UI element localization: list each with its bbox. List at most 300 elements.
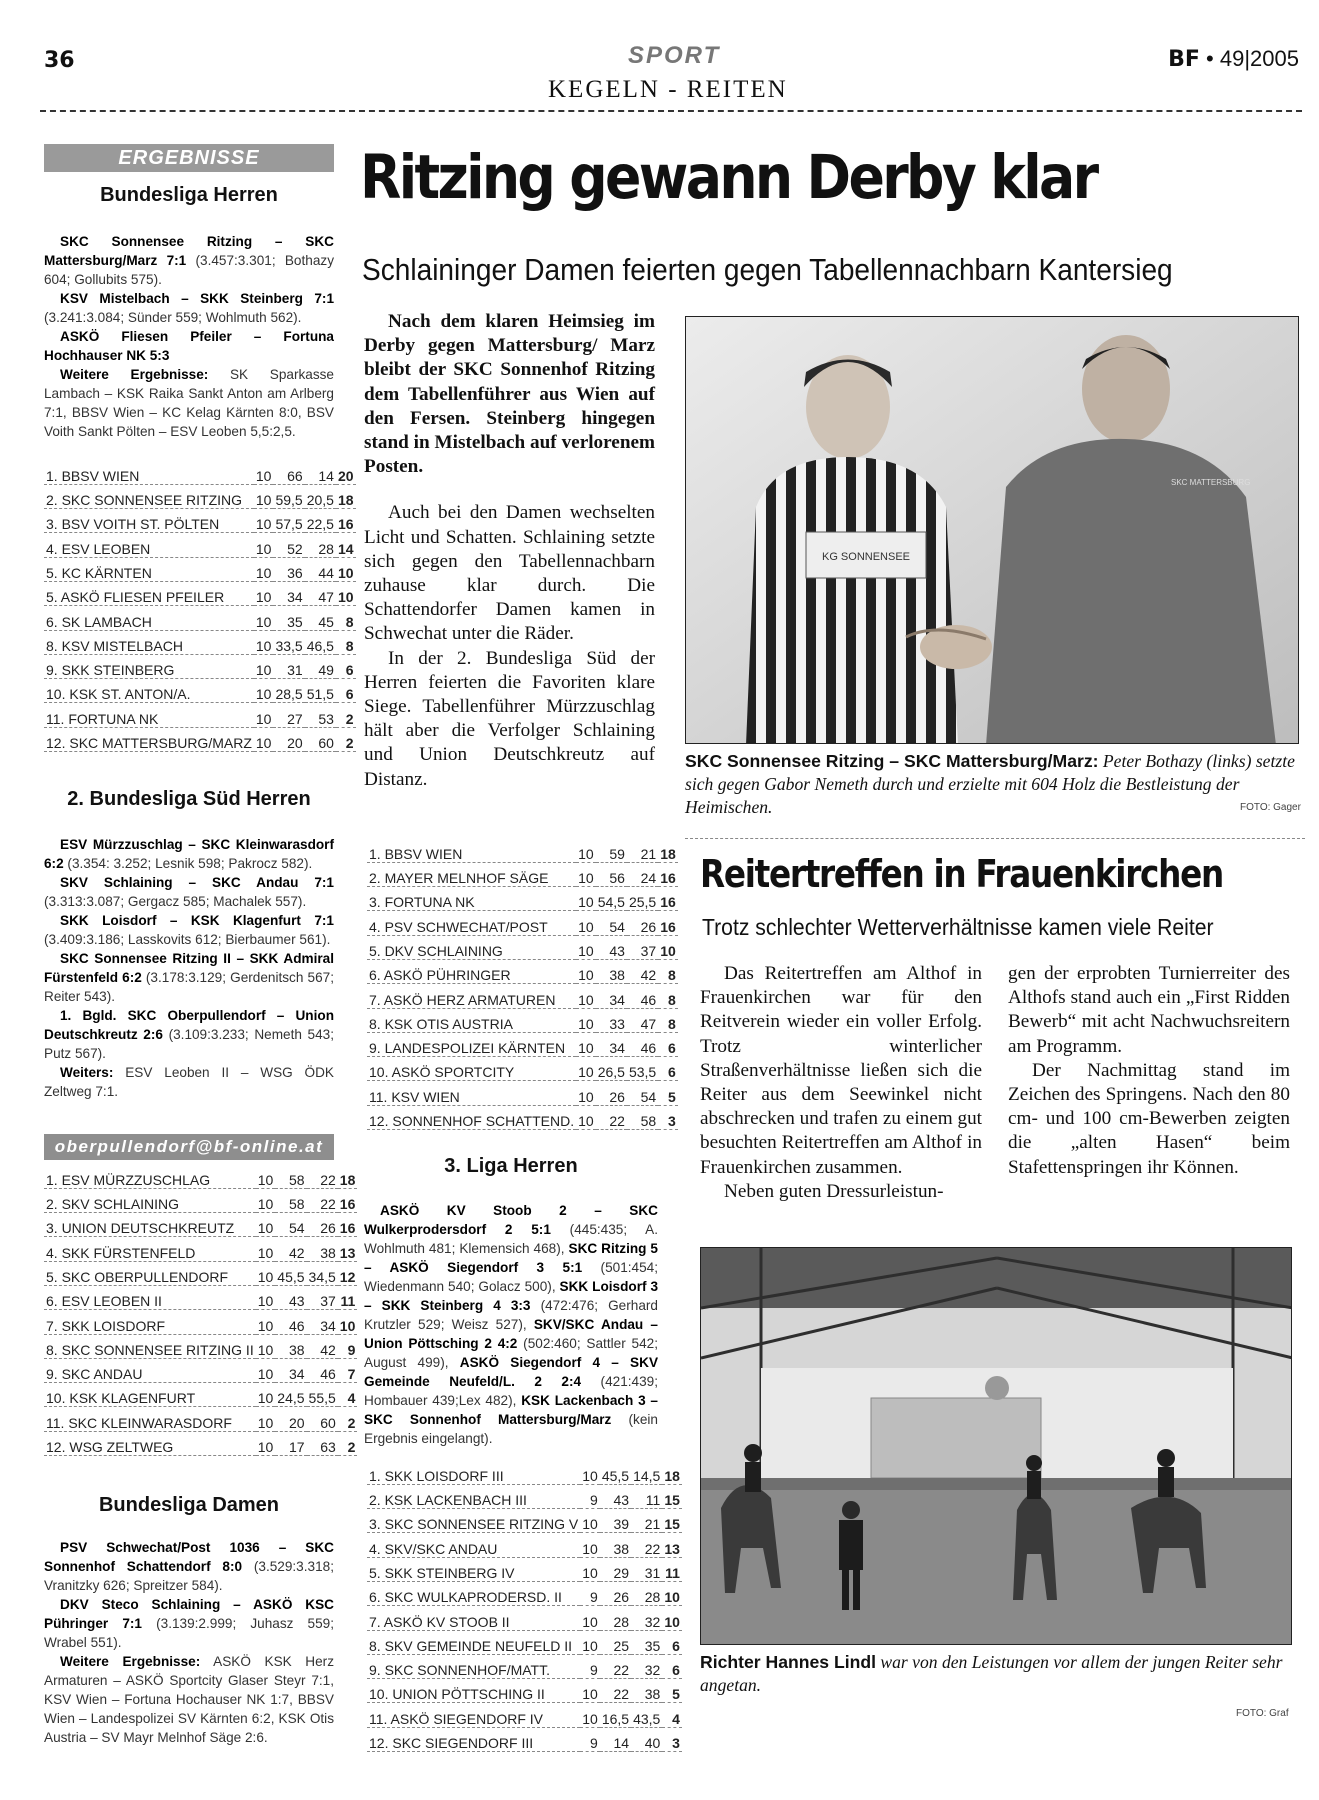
games: 9 xyxy=(580,1581,600,1605)
won: 33 xyxy=(596,1008,627,1032)
result-details: (3.409:3.186; Lasskovits 612; Bierbaumer 561). xyxy=(44,932,331,947)
team-name: 10. KSK KLAGENFURT xyxy=(44,1383,256,1407)
team-name: 5. SKC OBERPULLENDORF xyxy=(44,1261,256,1285)
points: 3 xyxy=(658,1105,678,1129)
games: 10 xyxy=(256,1261,276,1285)
result-details: (472:476; Gerhard Krutzler 529; Weisz 527), xyxy=(364,1298,658,1332)
result-entry xyxy=(44,327,334,365)
table-row xyxy=(367,1105,678,1129)
team-name: 2. SKV SCHLAINING xyxy=(44,1188,256,1212)
table-row xyxy=(44,606,356,630)
result-entry xyxy=(44,835,334,873)
table-row xyxy=(367,887,678,911)
team-name: 8. KSV MISTELBACH xyxy=(44,630,254,654)
table-row xyxy=(367,1057,678,1081)
damen-title: Bundesliga Damen xyxy=(98,1494,280,1516)
team-name: 9. SKC ANDAU xyxy=(44,1358,256,1382)
table-row xyxy=(367,1703,682,1727)
points: 8 xyxy=(336,606,356,630)
points: 13 xyxy=(338,1237,358,1261)
games: 10 xyxy=(576,911,596,935)
points: 8 xyxy=(658,959,678,983)
result-details: (3.457:3.301; Bothazy 604; Gollubits 575). xyxy=(44,253,334,287)
points: 11 xyxy=(338,1285,358,1309)
points: 15 xyxy=(662,1509,682,1533)
lost: 31 xyxy=(631,1557,662,1581)
games: 10 xyxy=(580,1557,600,1581)
table-row xyxy=(367,1630,682,1654)
lost: 46 xyxy=(627,984,658,1008)
games: 10 xyxy=(576,935,596,959)
result-details: ASKÖ KSK Herz Armaturen – ASKÖ Sportcity Glaser Steyr 7:1, KSV Wien – Fortuna Hochauser NK 1:7, BBSV Wien – Landespolizei SV Kärnten 6:2, KSK Otis Austria – SV Mayr Melnhof Säge 2:6. xyxy=(44,1654,334,1745)
reiter-paragraph: Neben guten Dressurleistun- xyxy=(724,1180,944,1202)
won: 46 xyxy=(275,1310,306,1334)
points: 10 xyxy=(662,1581,682,1605)
lost: 26 xyxy=(627,911,658,935)
games: 10 xyxy=(580,1606,600,1630)
lost: 35 xyxy=(631,1630,662,1654)
table-row xyxy=(367,911,678,935)
games: 10 xyxy=(254,484,274,508)
team-name: 5. ASKÖ FLIESEN PFEILER xyxy=(44,581,254,605)
reiter-paragraph: gen der erprobten Turnierreiter des Althofs stand auch ein „First Ridden Bewerb“ mit acht Nachwuchsreitern am Programm. xyxy=(1008,963,1290,1057)
photo-caption-bold: SKC Sonnensee Ritzing – SKC Mattersburg/Marz: xyxy=(685,751,1099,771)
team-name: 4. PSV SCHWECHAT/POST xyxy=(367,911,576,935)
team-name: 7. ASKÖ KV STOOB II xyxy=(367,1606,580,1630)
table-row xyxy=(367,935,678,959)
team-name: 9. SKC SONNENHOF/MATT. xyxy=(367,1654,580,1678)
points: 16 xyxy=(338,1188,358,1212)
points: 16 xyxy=(658,911,678,935)
lost: 60 xyxy=(305,727,336,751)
damen-results xyxy=(44,1538,334,1747)
points: 10 xyxy=(336,557,356,581)
points: 6 xyxy=(662,1654,682,1678)
lost: 53,5 xyxy=(627,1057,658,1081)
result-details: (421:439; Hombauer 439;Lex 482), xyxy=(364,1374,658,1408)
games: 10 xyxy=(254,581,274,605)
sued-title: 2. Bundesliga Süd Herren xyxy=(67,788,311,810)
games: 10 xyxy=(254,679,274,703)
result-teams: SKV Schlaining – SKC Andau 7:1 xyxy=(60,875,334,890)
games: 10 xyxy=(254,460,274,484)
team-name: 7. ASKÖ HERZ ARMATUREN xyxy=(367,984,576,1008)
won: 66 xyxy=(273,460,304,484)
result-teams: Weitere Ergebnisse: xyxy=(60,367,209,382)
result-teams: KSV Mistelbach – SKK Steinberg 7:1 xyxy=(60,291,334,306)
games: 10 xyxy=(580,1703,600,1727)
team-name: 5. KC KÄRNTEN xyxy=(44,557,254,581)
liga3-results xyxy=(364,1201,658,1448)
lost: 46 xyxy=(627,1032,658,1056)
lost: 22 xyxy=(631,1533,662,1557)
points: 4 xyxy=(338,1383,358,1407)
herren-results xyxy=(44,232,334,441)
team-name: 2. MAYER MELNHOF SÄGE xyxy=(367,862,576,886)
points: 6 xyxy=(662,1630,682,1654)
result-details: SK Sparkasse Lambach – KSK Raika Sankt Anton am Arlberg 7:1, BBSV Wien – KC Kelag Kärnten 8:0, BSV Voith Sankt Pölten – ESV Leoben 5,5:2,5. xyxy=(44,367,334,439)
games: 10 xyxy=(580,1679,600,1703)
team-name: 1. ESV MÜRZZUSCHLAG xyxy=(44,1164,256,1188)
points: 15 xyxy=(662,1484,682,1508)
liga3-standings xyxy=(367,1460,682,1752)
table-row xyxy=(44,1285,357,1309)
table-row xyxy=(367,1509,682,1533)
team-name: 4. SKV/SKC ANDAU xyxy=(367,1533,580,1557)
lost: 46,5 xyxy=(305,630,336,654)
sued-standings xyxy=(44,1164,357,1456)
table-row xyxy=(44,1431,357,1455)
table-row xyxy=(44,703,356,727)
games: 10 xyxy=(580,1533,600,1557)
games: 10 xyxy=(576,838,596,862)
result-entry xyxy=(44,365,334,441)
reiter-paragraph: Das Reitertreffen am Althof in Frauenkirchen war für den Reitverein wieder ein voller Erfolg. Trotz winterlicher Straßenverhältnisse ließen sich die Reiter aus dem Seewinkel nicht abschrecken und trafen zu einem gut besuchten Reitertreffen am Althof in Frauenkirchen zusammen. xyxy=(700,963,982,1178)
photo-caption xyxy=(685,750,1297,819)
points: 10 xyxy=(338,1310,358,1334)
handshake-illustration xyxy=(686,317,1299,744)
games: 10 xyxy=(256,1407,276,1431)
lost: 21 xyxy=(631,1509,662,1533)
games: 10 xyxy=(256,1188,276,1212)
result-details: (3.139:2.999; Juhasz 559; Wrabel 551). xyxy=(44,1616,335,1650)
points: 2 xyxy=(338,1431,358,1455)
table-row xyxy=(367,1727,682,1751)
table-row xyxy=(44,581,356,605)
won: 27 xyxy=(273,703,304,727)
points: 16 xyxy=(658,887,678,911)
table-row xyxy=(44,1188,357,1212)
article-headline: Ritzing gewann Derby klar xyxy=(360,142,1097,213)
games: 10 xyxy=(256,1383,276,1407)
games: 10 xyxy=(576,887,596,911)
email-bar[interactable]: oberpullendorf@bf-online.at xyxy=(44,1134,334,1160)
table-row xyxy=(367,984,678,1008)
games: 10 xyxy=(256,1334,276,1358)
points: 6 xyxy=(658,1032,678,1056)
result-teams: SKV/SKC Andau – Union Pöttsching 2 4:2 xyxy=(364,1317,658,1351)
won: 43 xyxy=(596,935,627,959)
points: 8 xyxy=(658,1008,678,1032)
games: 10 xyxy=(254,533,274,557)
team-name: 8. SKV GEMEINDE NEUFELD II xyxy=(367,1630,580,1654)
won: 58 xyxy=(275,1188,306,1212)
won: 58 xyxy=(275,1164,306,1188)
result-teams: Weitere Ergebnisse: xyxy=(60,1654,201,1669)
lost: 55,5 xyxy=(307,1383,338,1407)
team-name: 6. SK LAMBACH xyxy=(44,606,254,630)
table-row xyxy=(44,1334,357,1358)
won: 24,5 xyxy=(275,1383,306,1407)
table-row xyxy=(44,630,356,654)
team-name: 4. ESV LEOBEN xyxy=(44,533,254,557)
result-details: (3.529:3.318; Vranitzky 626; Spreitzer 584). xyxy=(44,1559,334,1593)
won: 34 xyxy=(273,581,304,605)
won: 34 xyxy=(596,1032,627,1056)
points: 14 xyxy=(336,533,356,557)
lost: 14 xyxy=(305,460,336,484)
points: 16 xyxy=(336,509,356,533)
table-row xyxy=(367,1557,682,1581)
result-teams: PSV Schwechat/Post 1036 – SKC Sonnenhof Schattendorf 8:0 xyxy=(44,1540,334,1574)
issue-number: 49|2005 xyxy=(1219,46,1299,71)
lost: 38 xyxy=(307,1237,338,1261)
result-entry xyxy=(44,289,334,327)
points: 12 xyxy=(338,1261,358,1285)
lost: 11 xyxy=(631,1484,662,1508)
games: 10 xyxy=(576,1032,596,1056)
games: 10 xyxy=(256,1237,276,1261)
lost: 22 xyxy=(307,1164,338,1188)
won: 28,5 xyxy=(273,679,304,703)
lost: 47 xyxy=(627,1008,658,1032)
results-label: ERGEBNISSE xyxy=(44,144,334,172)
won: 22 xyxy=(596,1105,627,1129)
games: 10 xyxy=(576,1081,596,1105)
table-row xyxy=(44,533,356,557)
result-teams: SKC Ritzing 5 – ASKÖ Siegendorf 3 5:1 xyxy=(364,1241,658,1275)
won: 28 xyxy=(600,1606,631,1630)
lost: 42 xyxy=(627,959,658,983)
table-row xyxy=(44,460,356,484)
points: 10 xyxy=(662,1606,682,1630)
games: 10 xyxy=(576,1105,596,1129)
reiter-paragraph: Der Nachmittag stand im Zeichen des Springens. Nach den 80 cm- und 100 cm-Bewerben zeigten die „alten Hasen“ beim Stafettenspringen ihr Können. xyxy=(1008,1059,1290,1178)
lost: 32 xyxy=(631,1654,662,1678)
article-subheadline: Schlaininger Damen feierten gegen Tabellennachbarn Kantersieg xyxy=(362,253,1173,287)
won: 59 xyxy=(596,838,627,862)
games: 10 xyxy=(580,1630,600,1654)
lost: 47 xyxy=(305,581,336,605)
points: 4 xyxy=(662,1703,682,1727)
reiter-col2 xyxy=(1008,962,1290,1180)
games: 10 xyxy=(576,984,596,1008)
article-lead: Nach dem klaren Heimsieg im Derby gegen Mattersburg/ Marz bleibt der SKC Sonnenhof Ritzing dem Tabellenführer aus Wien auf den Fersen. Steinberg hingegen stand in Mistelbach auf verlorenem Posten. xyxy=(364,311,655,478)
won: 16,5 xyxy=(600,1703,631,1727)
result-entry xyxy=(44,1063,334,1101)
won: 45,5 xyxy=(275,1261,306,1285)
won: 54,5 xyxy=(596,887,627,911)
team-name: 10. ASKÖ SPORTCITY xyxy=(367,1057,576,1081)
lost: 63 xyxy=(307,1431,338,1455)
won: 38 xyxy=(596,959,627,983)
result-teams: Weiters: xyxy=(60,1065,114,1080)
lost: 21 xyxy=(627,838,658,862)
table-row xyxy=(44,1213,357,1237)
lost: 51,5 xyxy=(305,679,336,703)
result-entry xyxy=(44,873,334,911)
table-row xyxy=(367,1460,682,1484)
lost: 44 xyxy=(305,557,336,581)
lost: 42 xyxy=(307,1334,338,1358)
result-teams: DKV Steco Schlaining – ASKÖ KSC Pühringer 7:1 xyxy=(44,1597,334,1631)
points: 18 xyxy=(338,1164,358,1188)
table-row xyxy=(367,1008,678,1032)
team-name: 9. LANDESPOLIZEI KÄRNTEN xyxy=(367,1032,576,1056)
team-name: 1. SKK LOISDORF III xyxy=(367,1460,580,1484)
team-name: 7. SKK LOISDORF xyxy=(44,1310,256,1334)
won: 43 xyxy=(275,1285,306,1309)
games: 9 xyxy=(580,1654,600,1678)
table-row xyxy=(44,1383,357,1407)
reiter-headline: Reitertreffen in Frauenkirchen xyxy=(700,852,1223,896)
team-name: 12. SKC MATTERSBURG/MARZ xyxy=(44,727,254,751)
table-row xyxy=(44,654,356,678)
team-name: 2. KSK LACKENBACH III xyxy=(367,1484,580,1508)
team-name: 3. FORTUNA NK xyxy=(367,887,576,911)
lost: 32 xyxy=(631,1606,662,1630)
article-body xyxy=(364,310,655,792)
games: 10 xyxy=(254,630,274,654)
table-row xyxy=(44,727,356,751)
points: 7 xyxy=(338,1358,358,1382)
lost: 43,5 xyxy=(631,1703,662,1727)
games: 10 xyxy=(256,1164,276,1188)
games: 10 xyxy=(580,1509,600,1533)
team-name: 6. ESV LEOBEN II xyxy=(44,1285,256,1309)
won: 17 xyxy=(275,1431,306,1455)
lost: 60 xyxy=(307,1407,338,1431)
table-row xyxy=(44,679,356,703)
team-name: 10. KSK ST. ANTON/A. xyxy=(44,679,254,703)
games: 10 xyxy=(254,606,274,630)
table-row xyxy=(367,838,678,862)
won: 43 xyxy=(600,1484,631,1508)
subsection-title: KEGELN - REITEN xyxy=(548,76,788,103)
lost: 25,5 xyxy=(627,887,658,911)
result-details: (445:435; A. Wohlmuth 481; Klemensich 468), xyxy=(364,1222,658,1256)
damen-standings xyxy=(367,838,678,1130)
table-row xyxy=(44,484,356,508)
lost: 34,5 xyxy=(307,1261,338,1285)
won: 52 xyxy=(273,533,304,557)
result-details: (3.354: 3.252; Lesnik 598; Pakrocz 582). xyxy=(63,856,313,871)
games: 10 xyxy=(576,862,596,886)
result-teams: SKK Loisdorf 3 – SKK Steinberg 4 3:3 xyxy=(364,1279,659,1313)
team-name: 11. FORTUNA NK xyxy=(44,703,254,727)
jersey-sponsor: KG SONNENSEE xyxy=(821,551,911,563)
won: 20 xyxy=(273,727,304,751)
points: 2 xyxy=(336,727,356,751)
result-entry xyxy=(44,1538,334,1595)
games: 10 xyxy=(256,1213,276,1237)
team-name: 1. BBSV WIEN xyxy=(367,838,576,862)
points: 2 xyxy=(338,1407,358,1431)
team-name: 9. SKK STEINBERG xyxy=(44,654,254,678)
reiter-box-rule xyxy=(685,838,1305,839)
table-row xyxy=(367,1081,678,1105)
table-row xyxy=(44,1407,357,1431)
table-row xyxy=(44,509,356,533)
won: 26,5 xyxy=(596,1057,627,1081)
won: 31 xyxy=(273,654,304,678)
team-name: 8. SKC SONNENSEE RITZING II xyxy=(44,1334,256,1358)
table-row xyxy=(367,1606,682,1630)
table-row xyxy=(44,1164,357,1188)
lost: 28 xyxy=(305,533,336,557)
lost: 46 xyxy=(307,1358,338,1382)
reiter-subheadline: Trotz schlechter Wetterverhältnisse kamen viele Reiter xyxy=(702,914,1214,940)
games: 10 xyxy=(576,1057,596,1081)
points: 18 xyxy=(336,484,356,508)
header-rule xyxy=(40,110,1302,112)
issue-info: BF • 49|2005 xyxy=(1168,46,1299,72)
points: 2 xyxy=(336,703,356,727)
liga3-title: 3. Liga Herren xyxy=(444,1155,578,1177)
result-teams: SKK Loisdorf – KSK Klagenfurt 7:1 xyxy=(60,913,334,928)
games: 10 xyxy=(254,703,274,727)
result-details: (502:460; Sattler 542; August 499), xyxy=(364,1336,658,1370)
riding-hall-photo xyxy=(700,1247,1292,1645)
result-entry xyxy=(44,232,334,289)
points: 18 xyxy=(662,1460,682,1484)
sued-results xyxy=(44,835,334,1101)
herren-standings xyxy=(44,460,356,752)
page-number: 36 xyxy=(44,48,75,73)
points: 18 xyxy=(658,838,678,862)
points: 16 xyxy=(338,1213,358,1237)
won: 39 xyxy=(600,1509,631,1533)
reiter-caption-bold: Richter Hannes Lindl xyxy=(700,1652,876,1672)
lost: 22 xyxy=(307,1188,338,1212)
won: 57,5 xyxy=(273,509,304,533)
table-row xyxy=(367,1679,682,1703)
table-row xyxy=(367,1484,682,1508)
result-teams: SKC Sonnensee Ritzing – SKC Mattersburg/Marz 7:1 xyxy=(44,234,334,268)
team-name: 3. UNION DEUTSCHKREUTZ xyxy=(44,1213,256,1237)
lost: 40 xyxy=(631,1727,662,1751)
games: 9 xyxy=(580,1484,600,1508)
games: 10 xyxy=(576,1008,596,1032)
shirt-logo: SKC MATTERSBURG xyxy=(1171,478,1251,487)
table-row xyxy=(367,1533,682,1557)
result-teams: ASKÖ KV Stoob 2 – SKC Wulkerprodersdorf 2 5:1 xyxy=(364,1203,658,1237)
table-row xyxy=(44,1358,357,1382)
result-details: (kein Ergebnis eingelangt). xyxy=(364,1412,658,1446)
points: 3 xyxy=(662,1727,682,1751)
won: 38 xyxy=(275,1334,306,1358)
won: 26 xyxy=(596,1081,627,1105)
photo-caption-text: Peter Bothazy (links) setzte sich gegen Gabor Nemeth durch und erzielte mit 604 Holz die Bestleistung der Heimischen. xyxy=(685,751,1295,817)
won: 22 xyxy=(600,1654,631,1678)
team-name: 11. KSV WIEN xyxy=(367,1081,576,1105)
table-row xyxy=(44,1310,357,1334)
lost: 53 xyxy=(305,703,336,727)
table-row xyxy=(367,1581,682,1605)
games: 9 xyxy=(580,1727,600,1751)
table-row xyxy=(44,557,356,581)
result-teams: KSK Lackenbach 3 – SKC Sonnenhof Mattersburg/Marz xyxy=(364,1393,658,1427)
team-name: 3. SKC SONNENSEE RITZING V xyxy=(367,1509,580,1533)
result-entry xyxy=(44,949,334,1006)
result-details: ESV Leoben II – WSG ÖDK Zeltweg 7:1. xyxy=(44,1065,334,1099)
lost: 37 xyxy=(627,935,658,959)
won: 26 xyxy=(600,1581,631,1605)
points: 16 xyxy=(658,862,678,886)
riding-hall-illustration xyxy=(701,1248,1292,1645)
result-details: (3.178:3.129; Gerdenitsch 567; Reiter 543). xyxy=(44,970,334,1004)
photo-credit: FOTO: Gager xyxy=(1240,802,1301,813)
lost: 22,5 xyxy=(305,509,336,533)
reiter-caption xyxy=(700,1651,1290,1697)
games: 10 xyxy=(256,1310,276,1334)
team-name: 2. SKC SONNENSEE RITZING xyxy=(44,484,254,508)
lost: 49 xyxy=(305,654,336,678)
lost: 34 xyxy=(307,1310,338,1334)
won: 56 xyxy=(596,862,627,886)
lost: 26 xyxy=(307,1213,338,1237)
team-name: 12. WSG ZELTWEG xyxy=(44,1431,256,1455)
